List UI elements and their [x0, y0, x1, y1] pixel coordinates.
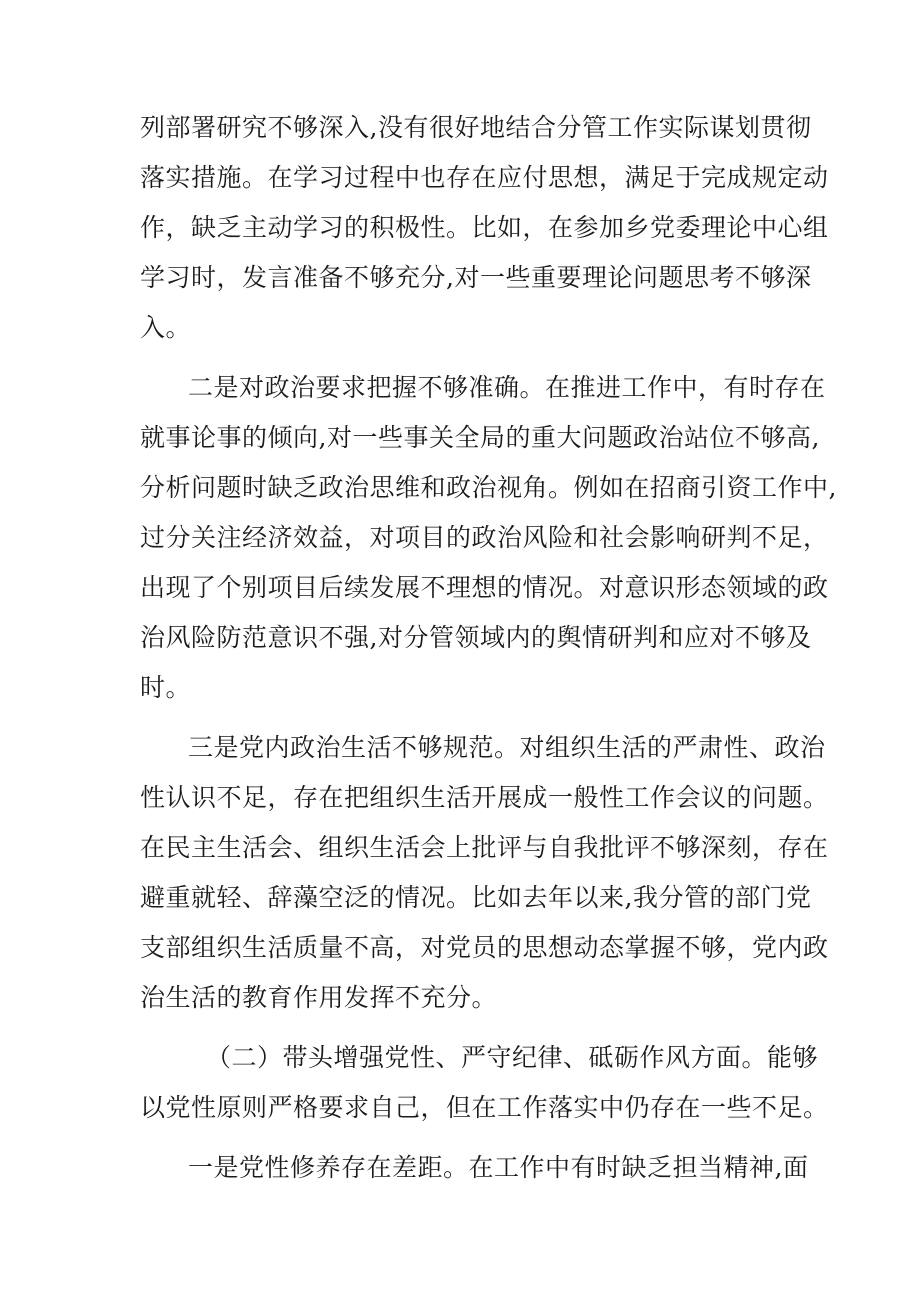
text-line: 出现了个别项目后续发展不理想的情况。对意识形态领域的政: [140, 573, 829, 602]
text-line: 入。: [140, 313, 192, 342]
text-line: 作，缺乏主动学习的积极性。比如，在参加乡党委理论中心组: [140, 213, 829, 242]
text-line: 过分关注经济效益，对项目的政治风险和社会影响研判不足，: [140, 523, 829, 552]
paragraph-first-line: 二是对政治要求把握不够准确。在推进工作中，有时存在: [188, 373, 826, 402]
text-line: 学习时，发言准备不够充分,对一些重要理论问题思考不够深: [140, 263, 812, 292]
text-line: 落实措施。在学习过程中也存在应付思想，满足于完成规定动: [140, 163, 829, 192]
paragraph-first-line: 三是党内政治生活不够规范。对组织生活的严肃性、政治: [188, 733, 826, 762]
text-line: 避重就轻、辞藻空泛的情况。比如去年以来,我分管的部门党: [140, 883, 812, 912]
text-line: 就事论事的倾向,对一些事关全局的重大问题政治站位不够高,: [140, 423, 820, 452]
text-line: 以党性原则严格要求自己，但在工作落实中仍存在一些不足。: [140, 1093, 829, 1122]
text-line: 支部组织生活质量不高，对党员的思想动态掌握不够，党内政: [140, 933, 829, 962]
text-line: 时。: [140, 673, 192, 702]
paragraph-first-line: 一是党性修养存在差距。在工作中有时缺乏担当精神,面: [188, 1153, 809, 1182]
text-line: 列部署研究不够深入,没有很好地结合分管工作实际谋划贯彻: [140, 113, 812, 142]
text-line: 分析问题时缺乏政治思维和政治视角。例如在招商引资工作中,: [140, 473, 837, 502]
text-line: 在民主生活会、组织生活会上批评与自我批评不够深刻，存在: [140, 833, 829, 862]
text-line: 性认识不足，存在把组织生活开展成一般性工作会议的问题。: [140, 783, 829, 812]
text-line: 治生活的教育作用发挥不充分。: [140, 983, 498, 1012]
section-heading-line: （二）带头增强党性、严守纪律、砥砺作风方面。能够: [206, 1043, 819, 1072]
text-line: 治风险防范意识不强,对分管领域内的舆情研判和应对不够及: [140, 623, 812, 652]
